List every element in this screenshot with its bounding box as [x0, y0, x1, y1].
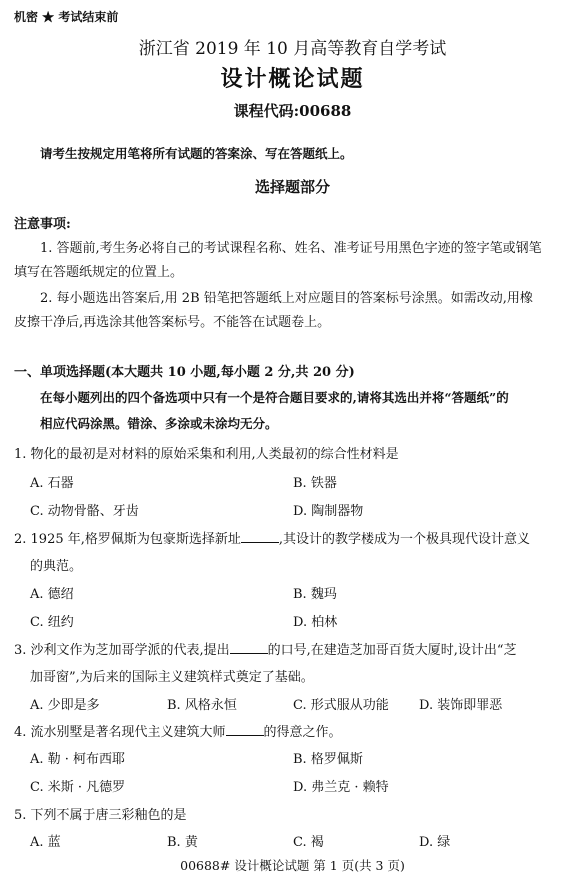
question-3-option-b: B. 风格永恒: [167, 698, 237, 713]
question-3-text: [14, 639, 517, 658]
question-2-text-before: 2. 1925 年,格罗佩斯为包豪斯选择新址: [14, 532, 241, 547]
question-2-option-b: B. 魏玛: [293, 587, 337, 602]
note-2-line-2: 皮擦干净后,再选涂其他答案标号。不能答在试题卷上。: [14, 315, 331, 330]
question-1-option-c: C. 动物骨骼、牙齿: [30, 504, 139, 519]
question-5-text: 5. 下列不属于唐三彩釉色的是: [14, 808, 187, 823]
question-1-option-d: D. 陶制器物: [293, 504, 364, 519]
question-2-option-c: C. 纽约: [30, 615, 74, 630]
question-3-option-c: C. 形式服从功能: [293, 698, 389, 713]
question-3-text-before: 3. 沙利文作为芝加哥学派的代表,提出: [14, 643, 230, 658]
question-2-option-a: A. 德绍: [30, 587, 74, 602]
page-footer: 00688# 设计概论试题 第 1 页(共 3 页): [180, 858, 405, 873]
question-5-option-a: A. 蓝: [30, 835, 61, 850]
question-2-text-after: ,其设计的教学楼成为一个极具现代设计意义: [278, 532, 531, 547]
question-5-option-c: C. 褐: [293, 835, 324, 850]
question-4-option-a: A. 勒 · 柯布西耶: [30, 752, 126, 767]
question-4-text-before: 4. 流水别墅是著名现代主义建筑大师: [14, 725, 226, 740]
note-2-line-1: 2. 每小题选出答案后,用 2B 铅笔把答题纸上对应题目的答案标号涂黑。如需改动,用橡: [40, 291, 533, 306]
question-3-blank: [230, 641, 268, 654]
section-part-title: 选择题部分: [254, 178, 330, 196]
note-1-line-2: 填写在答题纸规定的位置上。: [14, 265, 184, 280]
question-4-blank: [226, 723, 264, 736]
course-code: 课程代码:00688: [233, 102, 352, 120]
question-2-text-line-2: 的典范。: [30, 559, 83, 574]
question-5-option-d: D. 绿: [419, 835, 451, 850]
question-3-option-d: D. 装饰即罪恶: [419, 698, 503, 713]
question-3-text-line-2: 加哥窗”,为后来的国际主义建筑样式奠定了基础。: [30, 670, 314, 685]
question-3-option-a: A. 少即是多: [30, 698, 100, 713]
section-1-desc-line-2: 相应代码涂黑。错涂、多涂或未涂均无分。: [40, 416, 278, 431]
question-4-option-d: D. 弗兰克 · 赖特: [293, 780, 389, 795]
note-1-line-1: 1. 答题前,考生务必将自己的考试课程名称、姓名、准考证号用黑色字迹的签字笔或钢笔: [40, 241, 542, 256]
question-1-option-a: A. 石器: [30, 476, 74, 491]
question-3-text-after: 的口号,在建造芝加哥百货大厦时,设计出“芝: [267, 643, 517, 658]
question-2-blank: [241, 530, 279, 543]
question-2-text: [14, 528, 530, 547]
question-1-option-b: B. 铁器: [293, 476, 337, 491]
exam-name: 浙江省 2019 年 10 月高等教育自学考试: [138, 39, 447, 59]
question-4-text: [14, 721, 342, 740]
notes-heading: 注意事项:: [14, 217, 71, 232]
question-1-text: 1. 物化的最初是对材料的原始采集和利用,人类最初的综合性材料是: [14, 447, 399, 462]
question-2-option-d: D. 柏林: [293, 615, 338, 630]
section-1-heading: 一、单项选择题(本大题共 10 小题,每小题 2 分,共 20 分): [14, 365, 355, 380]
confidential-note: 机密 ★ 考试结束前: [14, 10, 119, 24]
question-5-option-b: B. 黄: [167, 835, 198, 850]
section-1-desc-line-1: 在每小题列出的四个备选项中只有一个是符合题目要求的,请将其选出并将“答题纸”的: [40, 390, 509, 405]
paper-title: 设计概论试题: [220, 66, 365, 92]
answer-instruction: 请考生按规定用笔将所有试题的答案涂、写在答题纸上。: [40, 146, 353, 161]
question-4-text-after: 的得意之作。: [263, 725, 342, 740]
question-4-option-c: C. 米斯 · 凡德罗: [30, 780, 126, 795]
question-4-option-b: B. 格罗佩斯: [293, 752, 363, 767]
